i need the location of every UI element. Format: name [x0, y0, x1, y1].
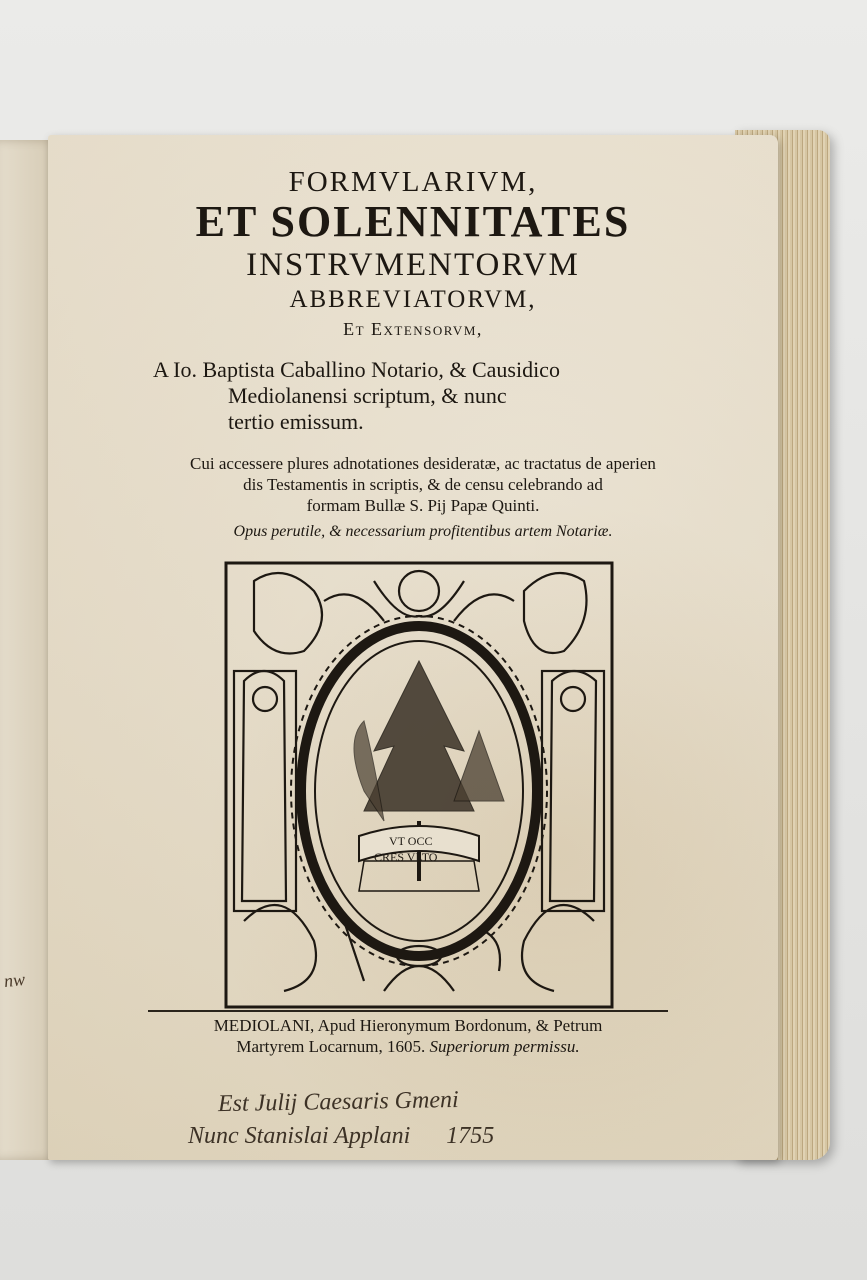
imprint-line-1: MEDIOLANI, Apud Hieronymum Bordonum, & Petrum [213, 1016, 603, 1035]
banner-bottom-text: CRES VLTO [374, 850, 438, 864]
imprint [148, 1015, 668, 1057]
ownership-inscription [188, 1085, 494, 1153]
title-line-4: ABBREVIATORVM, [289, 286, 537, 313]
author-line-3: tertio emissum. [228, 409, 364, 434]
title-line-5: Et Extensorvm, [343, 319, 483, 339]
previous-page-handwriting: nw [2, 968, 26, 992]
inscription-line-2: Nunc Stanislai Applani [188, 1123, 411, 1149]
banner-top-text: VT OCC [389, 834, 433, 848]
note-line-3: formam Bullæ S. Pij Papæ Quinti. [306, 496, 540, 515]
author-statement [153, 357, 693, 435]
note-line-2: dis Testamentis in scriptis, & de censu celebrando ad [243, 475, 603, 494]
title-page [48, 135, 778, 1160]
imprint-line-2: Martyrem Locarnum, 1605. [236, 1037, 426, 1056]
title-line-1: FORMVLARIVM, [288, 166, 538, 198]
author-line-2: Mediolanensi scriptum, & nunc [228, 383, 507, 408]
inscription-year: 1755 [446, 1123, 495, 1149]
imprint-rule [148, 1010, 668, 1012]
opus-line: Opus perutile, & necessarium profitentibus artem Notariæ. [233, 523, 613, 540]
printers-device-woodcut [224, 561, 614, 1009]
note-line-1: Cui accessere plures adnotationes desideratæ, ac tractatus de aperien [190, 454, 656, 473]
title-line-2: ET SOLENNITATES [195, 197, 631, 246]
inscription-line-1: Est Julij Caesaris Gmeni [217, 1086, 459, 1118]
title-block [48, 165, 778, 343]
permission-note: Superiorum permissu. [429, 1037, 580, 1056]
author-line-1: A Io. Baptista Caballino Notario, & Causidico [153, 357, 560, 382]
book [0, 130, 835, 1165]
contents-note [153, 453, 693, 516]
title-line-3: INSTRVMENTORVM [246, 247, 580, 283]
